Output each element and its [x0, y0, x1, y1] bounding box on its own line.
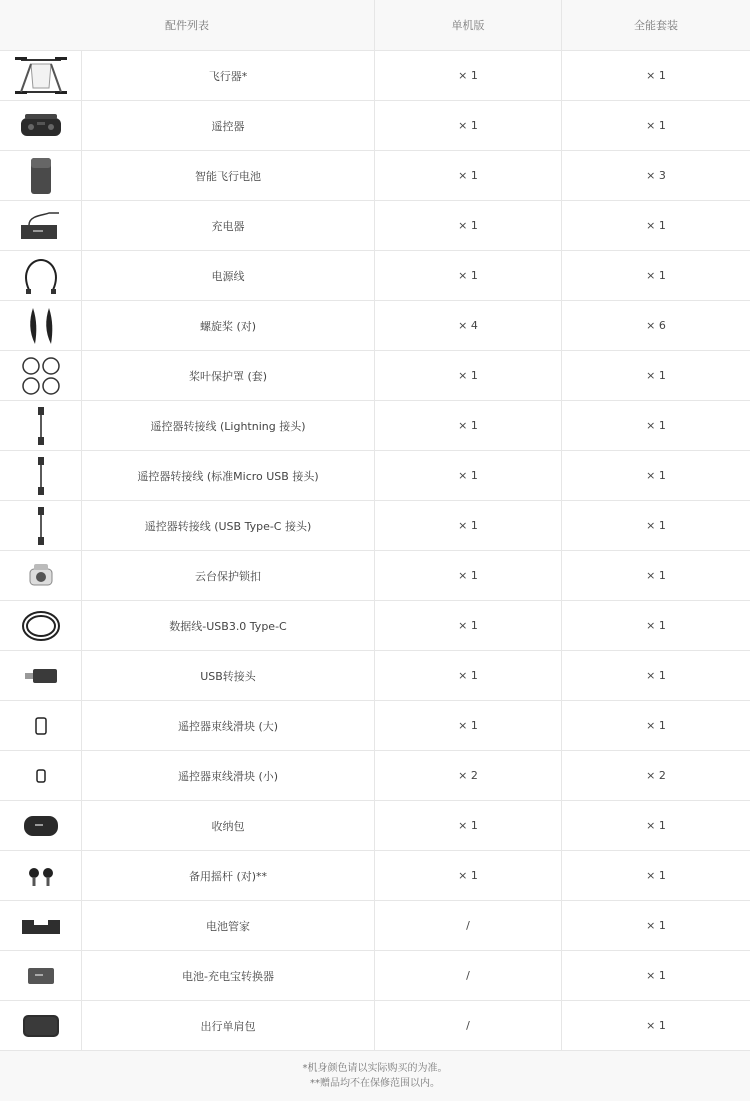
combo-quantity: × 1 [646, 219, 666, 232]
table-header [0, 0, 750, 51]
item-name: USB转接头 [82, 651, 375, 700]
item-name: 出行单肩包 [82, 1001, 375, 1050]
standard-quantity: × 1 [375, 451, 562, 500]
standard-quantity: × 1 [375, 801, 562, 850]
rc-cable-icon [34, 455, 48, 497]
table-row [0, 451, 750, 501]
table-row [0, 601, 750, 651]
standard-quantity: × 1 [375, 551, 562, 600]
item-image [0, 351, 82, 400]
item-name: 电源线 [82, 251, 375, 300]
table-row [0, 251, 750, 301]
rc-cable-icon [34, 505, 48, 547]
item-image [0, 601, 82, 650]
item-name: 电池管家 [82, 901, 375, 950]
item-name: 桨叶保护罩 (套) [82, 351, 375, 400]
rc-cable-icon [34, 405, 48, 447]
table-row [0, 901, 750, 951]
item-name: 遥控器转接线 (标准Micro USB 接头) [82, 451, 375, 500]
combo-quantity: × 1 [646, 919, 666, 932]
item-name: 飞行器* [82, 51, 375, 100]
table-row [0, 501, 750, 551]
footnote-color: *机身颜色请以实际购买的为准。 [302, 1063, 448, 1074]
cable-slider-large-icon [34, 716, 48, 736]
item-name: 螺旋桨 (对) [82, 301, 375, 350]
table-row [0, 851, 750, 901]
standard-quantity: × 1 [375, 701, 562, 750]
item-image [0, 851, 82, 900]
footnotes [0, 1051, 750, 1101]
item-image [0, 701, 82, 750]
item-image [0, 751, 82, 800]
combo-quantity: × 1 [646, 419, 666, 432]
item-name: 充电器 [82, 201, 375, 250]
table-row [0, 101, 750, 151]
standard-quantity: × 4 [375, 301, 562, 350]
table-row [0, 401, 750, 451]
propeller-icon [23, 306, 59, 346]
item-image [0, 951, 82, 1000]
item-name: 收纳包 [82, 801, 375, 850]
standard-quantity: × 1 [375, 851, 562, 900]
combo-quantity: × 1 [646, 869, 666, 882]
propeller-guard-icon [19, 356, 63, 396]
item-image [0, 401, 82, 450]
item-image [0, 51, 82, 100]
item-image [0, 651, 82, 700]
table-row [0, 651, 750, 701]
item-name: 遥控器转接线 (USB Type-C 接头) [82, 501, 375, 550]
combo-quantity: × 1 [646, 69, 666, 82]
table-row [0, 151, 750, 201]
combo-quantity: × 1 [646, 269, 666, 282]
standard-quantity: × 1 [375, 101, 562, 150]
item-name: 云台保护锁扣 [82, 551, 375, 600]
item-name: 遥控器束线滑块 (小) [82, 751, 375, 800]
standard-quantity: × 1 [375, 601, 562, 650]
item-image [0, 551, 82, 600]
standard-quantity: / [375, 901, 562, 950]
combo-quantity: × 1 [646, 469, 666, 482]
combo-quantity: × 1 [646, 669, 666, 682]
item-name: 数据线-USB3.0 Type-C [82, 601, 375, 650]
header-combo: 全能套装 [634, 19, 678, 32]
standard-quantity: / [375, 1001, 562, 1050]
header-item: 配件列表 [0, 0, 375, 50]
table-row [0, 301, 750, 351]
item-image [0, 201, 82, 250]
item-name: 遥控器束线滑块 (大) [82, 701, 375, 750]
item-image [0, 301, 82, 350]
item-image [0, 251, 82, 300]
table-row [0, 801, 750, 851]
item-image [0, 101, 82, 150]
drone-icon [13, 54, 69, 98]
combo-quantity: × 1 [646, 1019, 666, 1032]
item-name: 智能飞行电池 [82, 151, 375, 200]
combo-quantity: × 1 [646, 369, 666, 382]
item-image [0, 501, 82, 550]
combo-quantity: × 1 [646, 819, 666, 832]
standard-quantity: × 1 [375, 151, 562, 200]
shoulder-bag-icon [21, 1012, 61, 1040]
item-image [0, 901, 82, 950]
usb-cable-icon [20, 608, 62, 644]
table-row [0, 701, 750, 751]
item-image [0, 801, 82, 850]
control-sticks-icon [26, 864, 56, 888]
standard-quantity: × 1 [375, 51, 562, 100]
item-image [0, 1001, 82, 1050]
combo-quantity: × 3 [646, 169, 666, 182]
combo-quantity: × 6 [646, 319, 666, 332]
standard-quantity: × 1 [375, 501, 562, 550]
combo-quantity: × 1 [646, 619, 666, 632]
footnote-warranty: **赠品均不在保修范围以内。 [310, 1078, 440, 1089]
power-cable-icon [21, 256, 61, 296]
carrying-case-icon [22, 813, 60, 839]
item-name: 备用摇杆 (对)** [82, 851, 375, 900]
combo-quantity: × 2 [646, 769, 666, 782]
standard-quantity: × 1 [375, 201, 562, 250]
table-row [0, 951, 750, 1001]
combo-quantity: × 1 [646, 119, 666, 132]
battery-hub-icon [20, 916, 62, 936]
combo-quantity: × 1 [646, 719, 666, 732]
table-row [0, 551, 750, 601]
table-row [0, 351, 750, 401]
remote-controller-icon [17, 112, 65, 140]
combo-quantity: × 1 [646, 969, 666, 982]
usb-adapter-icon [23, 667, 59, 685]
standard-quantity: × 1 [375, 401, 562, 450]
battery-icon [28, 156, 54, 196]
cable-slider-small-icon [35, 768, 47, 784]
standard-quantity: × 1 [375, 251, 562, 300]
combo-quantity: × 1 [646, 519, 666, 532]
standard-quantity: × 1 [375, 351, 562, 400]
item-image [0, 451, 82, 500]
table-row [0, 1001, 750, 1051]
table-row [0, 201, 750, 251]
gimbal-lock-icon [26, 561, 56, 591]
combo-quantity: × 1 [646, 569, 666, 582]
item-name: 电池-充电宝转换器 [82, 951, 375, 1000]
table-row [0, 51, 750, 101]
item-name: 遥控器 [82, 101, 375, 150]
item-image [0, 151, 82, 200]
item-name: 遥控器转接线 (Lightning 接头) [82, 401, 375, 450]
power-bank-adapter-icon [26, 965, 56, 987]
standard-quantity: / [375, 951, 562, 1000]
charger-icon [19, 209, 63, 243]
standard-quantity: × 2 [375, 751, 562, 800]
table-row [0, 751, 750, 801]
standard-quantity: × 1 [375, 651, 562, 700]
header-standard: 单机版 [375, 0, 562, 50]
